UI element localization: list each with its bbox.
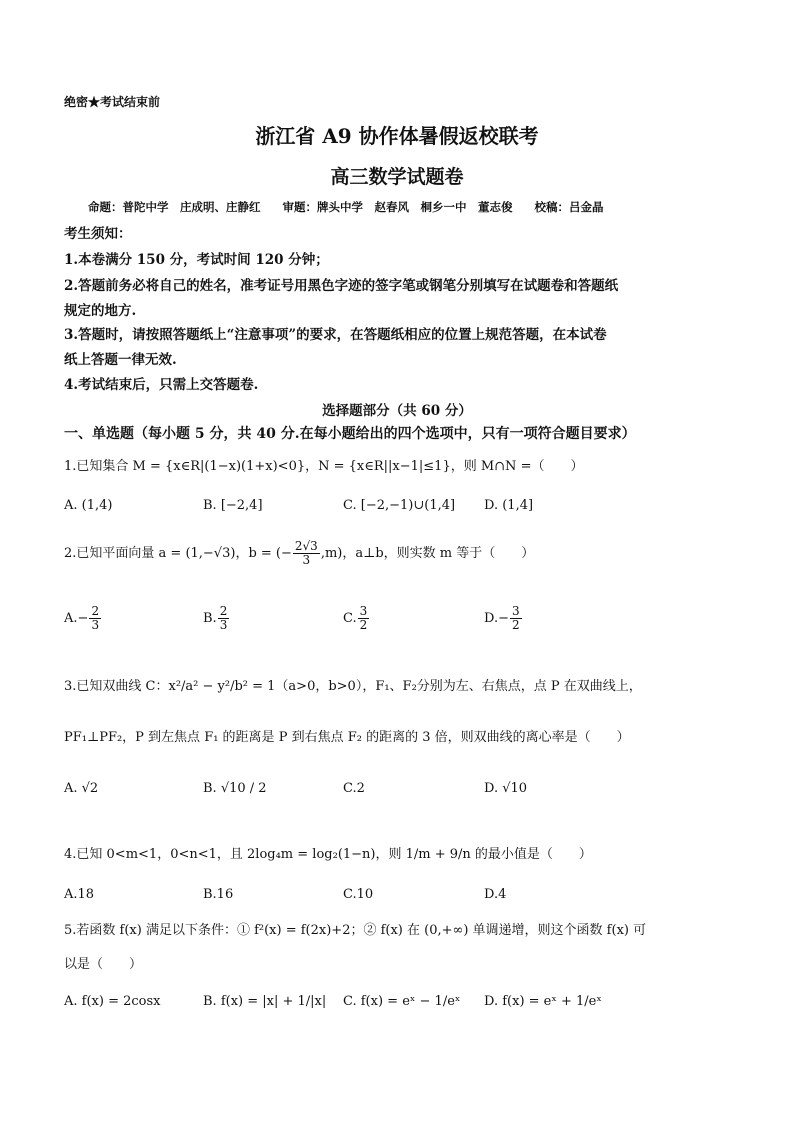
question-2-option-a <box>64 605 102 632</box>
option-fraction <box>358 605 370 632</box>
notice-item-4: 4.考试结束后，只需上交答题卷. <box>64 377 259 393</box>
question-2-fraction-num: 2√3 <box>294 539 318 553</box>
question-3-option-a: A. √2 <box>64 781 99 796</box>
question-5-line-2: 以是（ ） <box>64 957 143 972</box>
question-1-option-b: B. [−2,4] <box>203 498 263 513</box>
fraction-den: 3 <box>91 618 100 632</box>
question-5-option-d: D. f(x) = eˣ + 1/eˣ <box>484 994 602 1009</box>
question-2-stem <box>64 540 534 567</box>
option-label: B. <box>203 611 217 626</box>
question-3-line-1b: x²/a² − y²/b² = 1（a>0，b>0），F₁、F₂分别为左、右焦点，点 P 在双曲线上， <box>168 679 642 694</box>
fraction-num: 3 <box>512 604 520 618</box>
confidential-label: 绝密★考试结束前 <box>64 95 161 109</box>
option-sign: − <box>77 611 89 626</box>
option-fraction <box>89 605 101 632</box>
author-reviewer: 审题：牌头中学 赵春风 桐乡一中 董志俊 <box>282 200 513 214</box>
question-3-option-c: C.2 <box>343 781 365 796</box>
question-2-fraction-den: 3 <box>302 553 311 567</box>
question-3-line-2: PF₁⊥PF₂，P 到左焦点 F₁ 的距离是 P 到右焦点 F₂ 的距离的 3 倍，则双曲线的离心率是（ ） <box>64 730 630 745</box>
question-2-stem-b: ,m)，a⊥b，则实数 m 等于（ ） <box>320 546 535 561</box>
question-5-option-c: C. f(x) = eˣ − 1/eˣ <box>343 994 461 1009</box>
option-label: A. <box>64 611 78 626</box>
question-1-option-a: A. (1,4) <box>64 498 113 513</box>
question-3-line-1 <box>64 675 642 694</box>
option-sign: − <box>498 611 509 626</box>
fraction-den: 2 <box>359 618 368 632</box>
author-proofreader: 校稿：吕金晶 <box>534 200 604 214</box>
question-2-option-c <box>343 605 370 632</box>
option-fraction <box>218 605 230 632</box>
question-4-option-b: B.16 <box>203 887 234 902</box>
question-2-option-d <box>484 605 523 632</box>
fraction-den: 2 <box>512 618 520 632</box>
question-1-option-d: D. (1,4] <box>484 498 534 513</box>
exam-subtitle: 高三数学试题卷 <box>330 166 464 188</box>
option-label: D. <box>484 611 499 626</box>
fraction-num: 2 <box>219 604 228 618</box>
option-fraction <box>510 605 522 632</box>
fraction-num: 2 <box>91 604 100 618</box>
question-3-line-1a: 3.已知双曲线 C： <box>64 679 169 694</box>
author-setter: 命题：普陀中学 庄成明、庄静红 <box>88 200 261 214</box>
question-3-option-b: B. √10 / 2 <box>203 781 267 796</box>
question-2-fraction <box>293 540 320 567</box>
question-5-option-b: B. f(x) = |x| + 1/|x| <box>203 994 327 1009</box>
question-4-option-c: C.10 <box>343 887 374 902</box>
question-4-option-a: A.18 <box>64 887 95 902</box>
question-4-option-d: D.4 <box>484 887 507 902</box>
notice-item-2-cont: 规定的地方. <box>64 303 137 319</box>
authors-line <box>88 199 622 215</box>
question-5-option-a: A. f(x) = 2cosx <box>64 994 161 1009</box>
fraction-den: 3 <box>219 618 228 632</box>
exam-title: 浙江省 A9 协作体暑假返校联考 <box>255 124 539 148</box>
fraction-num: 3 <box>359 604 368 618</box>
option-label: C. <box>343 611 357 626</box>
part-title: 一、单选题（每小题 5 分，共 40 分.在每小题给出的四个选项中，只有一项符合题目要求） <box>64 426 636 442</box>
question-5-line-1: 5.若函数 f(x) 满足以下条件：① f²(x) = f(2x)+2；② f(x) 在 (0,+∞) 单调递增，则这个函数 f(x) 可 <box>64 923 647 938</box>
notice-item-1: 1.本卷满分 150 分，考试时间 120 分钟； <box>64 252 329 268</box>
question-1-option-c: C. [−2,−1)∪(1,4] <box>343 498 456 513</box>
question-2-stem-a: 2.已知平面向量 a = (1,−√3)，b = (− <box>64 546 292 561</box>
question-4-stem: 4.已知 0<m<1，0<n<1，且 2log₄m = log₂(1−n)，则 1/m + 9/n 的最小值是（ ） <box>64 847 592 862</box>
question-1-stem: 1.已知集合 M = {x∈R|(1−x)(1+x)<0}，N = {x∈R||x−1|≤1}，则 M∩N =（ ） <box>64 459 584 474</box>
notice-heading: 考生须知： <box>64 226 132 242</box>
question-2-option-b <box>203 605 230 632</box>
notice-item-3-cont: 纸上答题一律无效. <box>64 352 177 368</box>
notice-item-2: 2.答题前务必将自己的姓名，准考证号用黑色字迹的签字笔或钢笔分别填写在试题卷和答题纸 <box>64 278 619 294</box>
notice-item-3: 3.答题时，请按照答题纸上“注意事项”的要求，在答题纸相应的位置上规范答题，在本试卷 <box>64 327 607 343</box>
section-title: 选择题部分（共 60 分） <box>322 403 472 419</box>
question-3-option-d: D. √10 <box>484 781 528 796</box>
